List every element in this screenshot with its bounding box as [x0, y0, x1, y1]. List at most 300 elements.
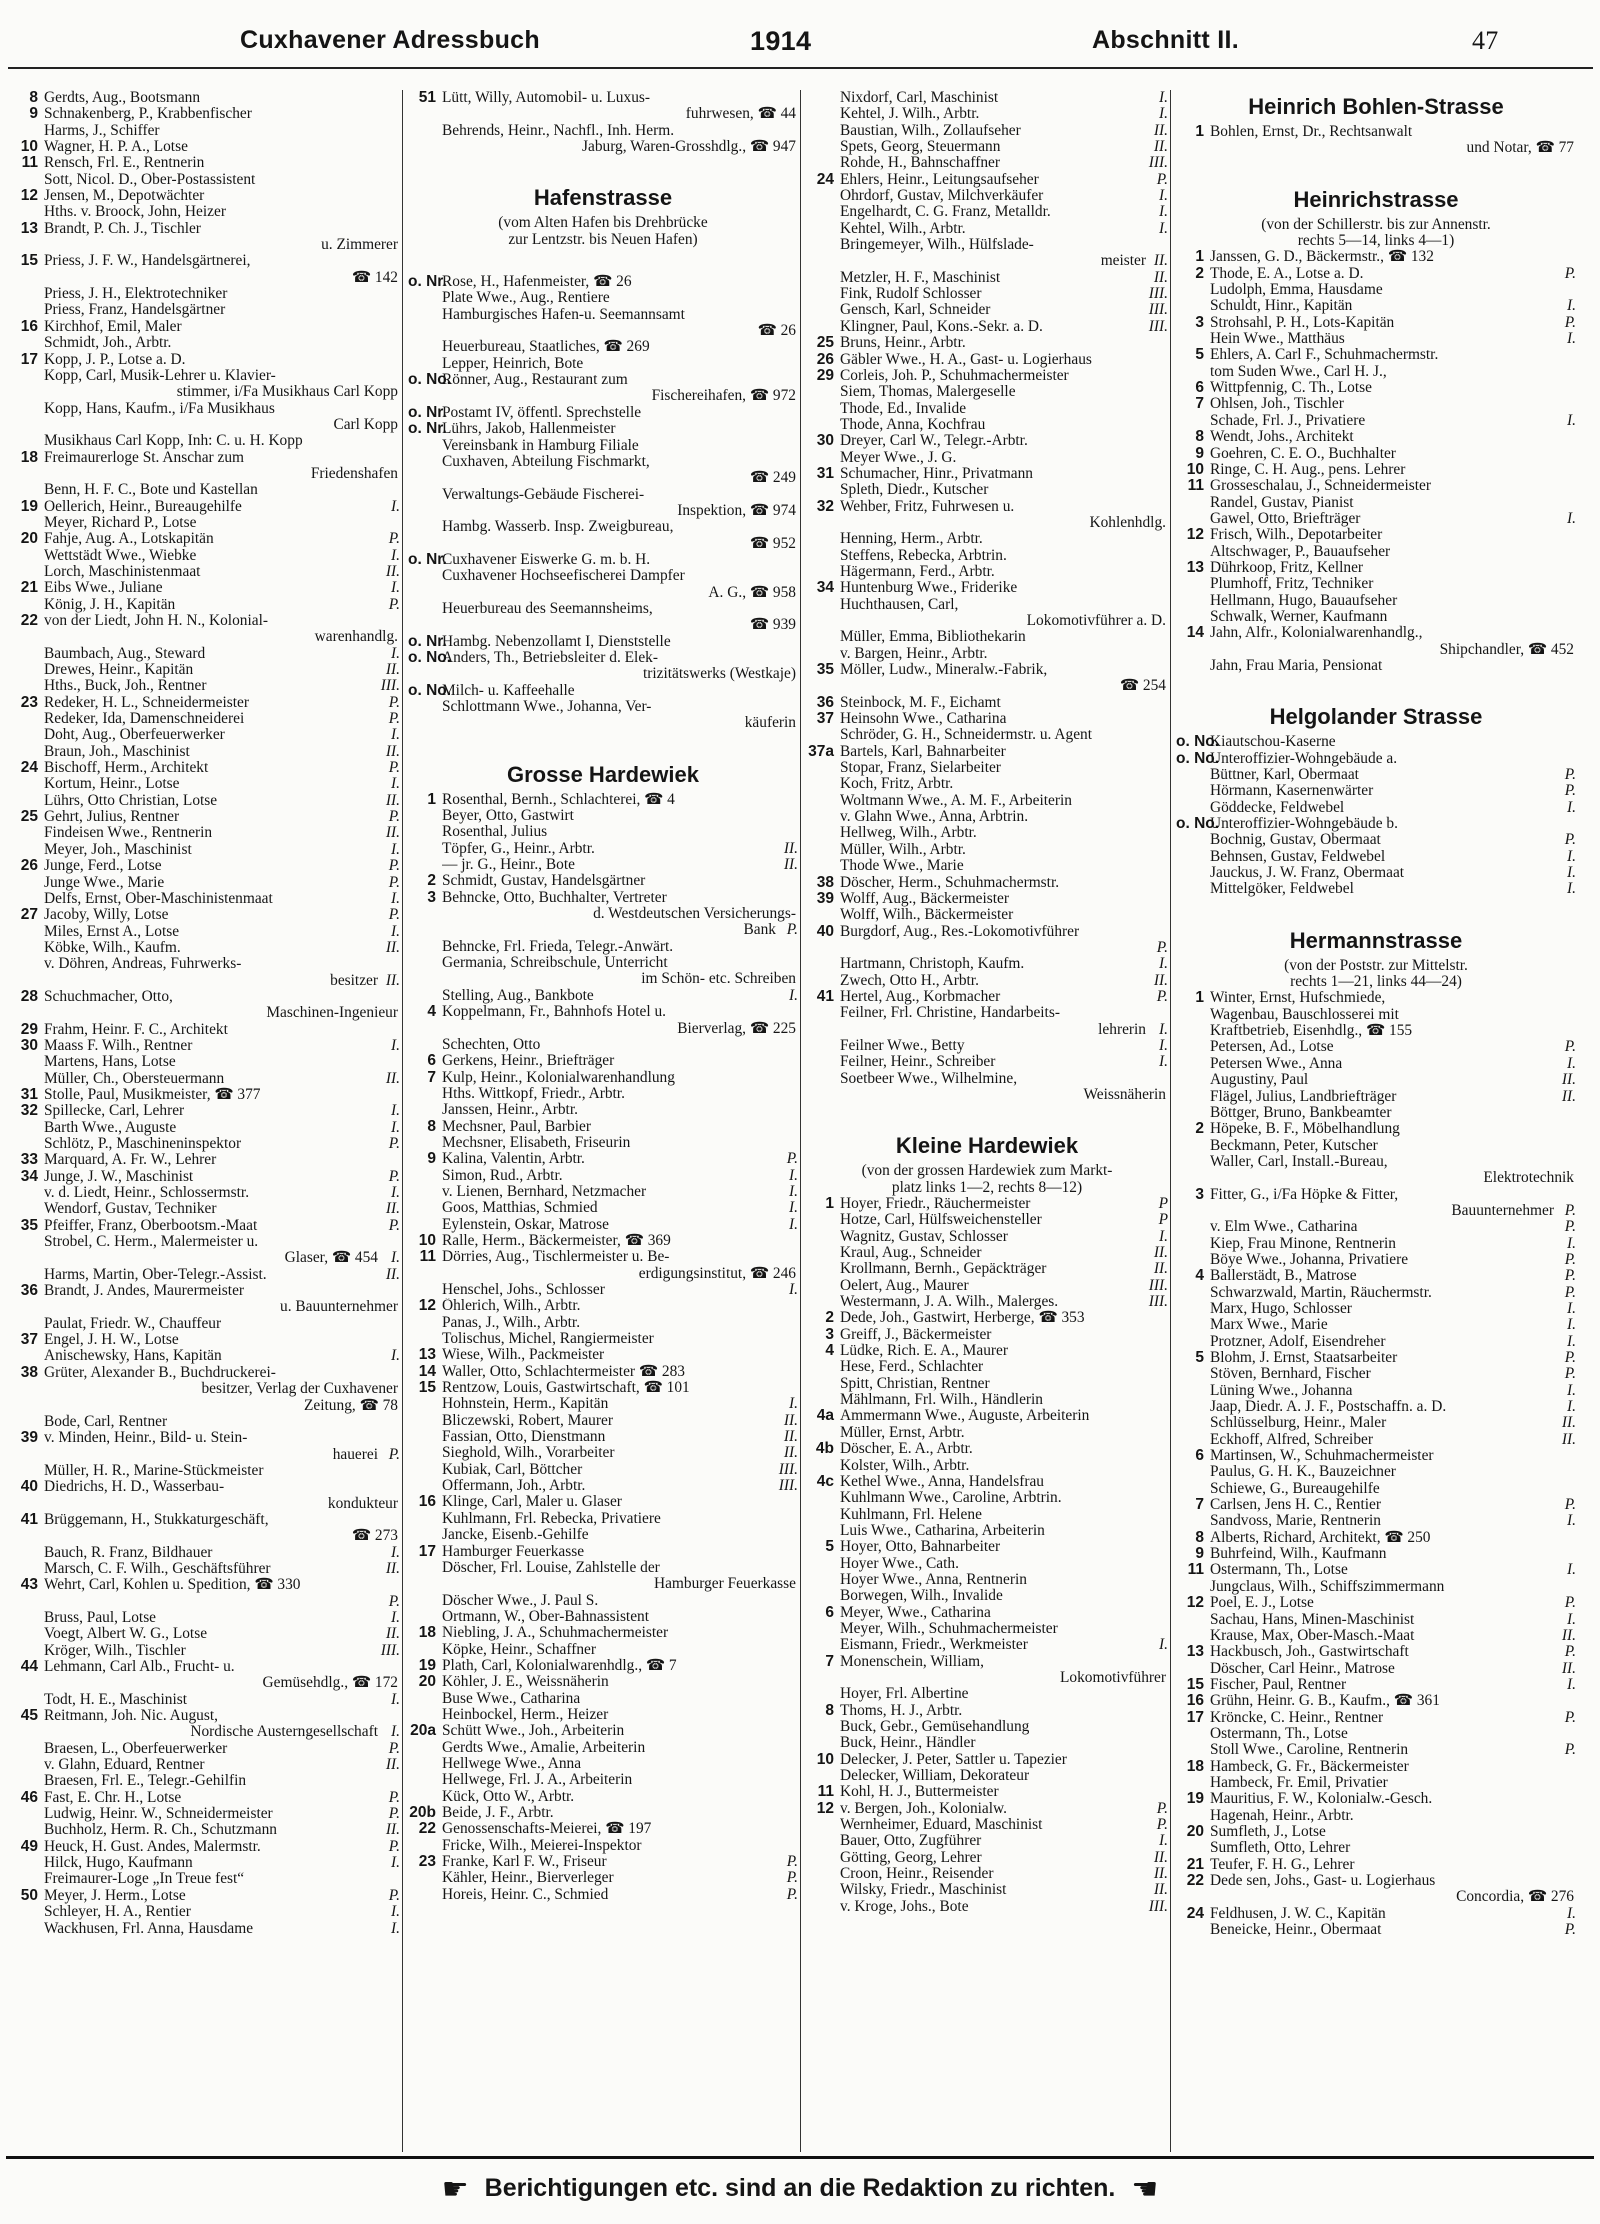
directory-entry	[408, 1233, 798, 1249]
directory-entry	[1176, 1154, 1576, 1170]
entry-text: Niebling, J. A., Schuhmachermeister	[442, 1625, 669, 1642]
directory-entry	[10, 1267, 400, 1283]
floor-code: I.	[1159, 105, 1168, 123]
entry-text: Engel, J. H. W., Lotse	[44, 1332, 179, 1349]
directory-entry	[408, 906, 798, 922]
entry-text: Hths., Buck, Joh., Rentner	[44, 678, 207, 695]
directory-entry	[1176, 1317, 1576, 1333]
directory-entry	[408, 1609, 798, 1625]
floor-code: P.	[388, 1216, 400, 1234]
entry-text: Schechten, Otto	[442, 1036, 541, 1053]
house-number: 28	[20, 987, 38, 1005]
entry-text: Rohde, H., Bahnschaffner	[840, 155, 1000, 172]
directory-entry	[1176, 1334, 1576, 1350]
directory-entry	[408, 372, 798, 388]
floor-code: P.	[388, 857, 400, 875]
entry-text: Ehlers, Heinr., Leitungsaufseher	[840, 171, 1039, 188]
entry-text: Martens, Hans, Lotse	[44, 1054, 176, 1071]
entry-text: Lehmann, Carl Alb., Frucht- u.	[44, 1659, 235, 1675]
directory-entry	[408, 890, 798, 906]
entry-text: v. Bargen, Heinr., Arbtr.	[840, 645, 988, 662]
floor-code: II.	[1153, 1865, 1168, 1883]
entry-text: Marquard, A. Fr. W., Lehrer	[44, 1152, 217, 1169]
directory-entry	[10, 482, 400, 498]
entry-text: Klingner, Paul, Kons.-Sekr. a. D.	[840, 318, 1043, 335]
directory-entry	[806, 319, 1168, 335]
entry-text: Jaburg, Waren-Grosshdlg., ☎ 947	[582, 139, 796, 156]
house-number: 12	[418, 1297, 436, 1315]
floor-code: P.	[388, 1167, 400, 1185]
entry-text: Schnakenberg, P., Krabbenfischer	[44, 106, 252, 123]
street-description: rechts 1—21, links 44—24)	[1290, 973, 1462, 991]
floor-code: P.	[388, 1788, 400, 1806]
entry-text: Kopp, Carl, Musik-Lehrer u. Klavier-	[44, 367, 276, 384]
entry-text: tom Suden Wwe., Carl H. J.,	[1210, 363, 1387, 380]
entry-text: Dührkoop, Fritz, Kellner	[1210, 559, 1364, 576]
entry-text: Barth Wwe., Auguste	[44, 1119, 177, 1136]
entry-text: Hths. Wittkopf, Friedr., Arbtr.	[442, 1085, 625, 1102]
directory-entry	[806, 907, 1168, 923]
section-spacer	[408, 732, 798, 758]
directory-entry	[408, 405, 798, 421]
entry-text: Brandt, J. Andes, Maurermeister	[44, 1283, 245, 1300]
floor-code: II.	[385, 971, 400, 989]
street-heading: Kleine Hardewiek	[895, 1133, 1079, 1159]
house-number: 10	[418, 1231, 436, 1249]
entry-text: Müller, Wilh., Arbtr.	[840, 841, 966, 858]
entry-text: Huchthausen, Carl,	[840, 596, 959, 613]
directory-entry	[1176, 625, 1576, 641]
floor-code: I.	[1567, 1512, 1576, 1530]
floor-code: II.	[783, 1411, 798, 1429]
house-number: 27	[20, 906, 38, 924]
directory-entry	[1176, 478, 1576, 494]
entry-text: Inspektion, ☎ 974	[677, 502, 796, 519]
entry-text: Bohlen, Ernst, Dr., Rechtsanwalt	[1210, 124, 1413, 140]
directory-entry	[408, 90, 798, 106]
directory-entry	[10, 450, 400, 466]
directory-entry	[806, 1703, 1168, 1719]
directory-entry	[1176, 1007, 1576, 1023]
floor-code: I.	[1159, 1832, 1168, 1850]
entry-text: lehrerin	[1098, 1021, 1146, 1038]
floor-code: P.	[388, 1805, 400, 1823]
entry-text: Burgdorf, Aug., Res.-Lokomotivführer	[840, 923, 1080, 940]
house-number: 11	[817, 1783, 834, 1801]
entry-text: Brüggemann, H., Stukkaturgeschäft,	[44, 1511, 269, 1528]
entry-text: Reitmann, Joh. Nic. August,	[44, 1708, 218, 1725]
directory-entry	[806, 515, 1168, 531]
house-number: 34	[20, 1167, 38, 1185]
entry-text: Drewes, Heinr., Kapitän	[44, 662, 194, 679]
directory-entry	[10, 1087, 400, 1103]
entry-text: Simon, Rud., Arbtr.	[442, 1167, 563, 1184]
entry-text: Hackbusch, Joh., Gastwirtschaft	[1210, 1644, 1409, 1661]
directory-entry	[1176, 1415, 1576, 1431]
floor-code: II.	[1153, 1260, 1168, 1278]
entry-text: Koppelmann, Fr., Bahnhofs Hotel u.	[442, 1004, 666, 1021]
directory-entry	[408, 666, 798, 682]
header-rule	[8, 67, 1593, 69]
entry-text: Buse Wwe., Catharina	[442, 1690, 581, 1707]
entry-text: Hilck, Hugo, Kaufmann	[44, 1855, 193, 1872]
entry-text: Köhler, J. E., Weissnäherin	[442, 1674, 609, 1691]
entry-text: Wittpfennig, C. Th., Lotse	[1210, 380, 1372, 397]
directory-entry	[10, 1381, 400, 1397]
floor-code: I.	[391, 1347, 400, 1365]
entry-text: Wilsky, Friedr., Maschinist	[840, 1882, 1007, 1899]
entry-text: Sott, Nicol. D., Ober-Postassistent	[44, 171, 256, 188]
directory-entry	[806, 253, 1168, 269]
entry-text: Hagenah, Heinr., Arbtr.	[1210, 1807, 1354, 1824]
entry-text: Stelling, Aug., Bankbote	[442, 987, 594, 1004]
street-description: platz links 1—2, rechts 8—12)	[891, 1178, 1083, 1196]
floor-code: II.	[385, 742, 400, 760]
entry-text: Rönner, Aug., Restaurant zum	[442, 372, 628, 389]
entry-text: Fahje, Aug. A., Lotskapitän	[44, 531, 214, 548]
entry-text: Ostermann, Th., Lotse	[1210, 1725, 1348, 1742]
directory-entry	[10, 646, 400, 662]
directory-entry	[10, 940, 400, 956]
directory-entry	[1176, 642, 1576, 658]
entry-text: Kuhlmann, Frl. Rebecka, Privatiere	[442, 1510, 661, 1527]
directory-entry	[408, 503, 798, 519]
column-4	[1176, 90, 1576, 2156]
house-number: 50	[20, 1886, 38, 1904]
directory-entry	[10, 1512, 400, 1528]
street-heading: Helgolander Strasse	[1269, 704, 1483, 730]
floor-code: II.	[385, 791, 400, 809]
section-label: Abschnitt II.	[1092, 26, 1239, 54]
entry-text: Zwech, Otto H., Arbtr.	[840, 972, 979, 989]
directory-entry	[10, 302, 400, 318]
entry-text: Schuldt, Hinr., Kapitän	[1210, 298, 1353, 315]
entry-text: v. Döhren, Andreas, Fuhrwerks-	[44, 956, 242, 973]
house-number: 18	[418, 1624, 436, 1642]
footer-rule	[6, 2156, 1594, 2159]
floor-code: P.	[1564, 1038, 1576, 1056]
page-header	[240, 26, 1520, 62]
directory-entry	[806, 1376, 1168, 1392]
entry-text: Anders, Th., Betriebsleiter d. Elek-	[442, 649, 658, 666]
directory-entry	[806, 1850, 1168, 1866]
house-number: 6	[427, 1052, 436, 1070]
directory-entry	[408, 1593, 798, 1609]
entry-text: Delfs, Ernst, Ober-Maschinistenmaat	[44, 890, 273, 907]
directory-entry	[408, 1282, 798, 1298]
directory-entry	[1176, 1579, 1576, 1595]
directory-entry	[806, 1866, 1168, 1882]
house-number: 14	[1186, 624, 1204, 642]
entry-text: Schwarzwald, Martin, Räuchermstr.	[1210, 1284, 1432, 1301]
floor-code: II.	[385, 1821, 400, 1839]
directory-entry	[408, 1658, 798, 1674]
directory-entry	[1176, 1513, 1576, 1529]
floor-code: II.	[1153, 268, 1168, 286]
house-number: 4b	[815, 1440, 834, 1458]
floor-code: II.	[1561, 1430, 1576, 1448]
directory-entry	[408, 1217, 798, 1233]
entry-text: Fassian, Otto, Dienstmann	[442, 1429, 606, 1446]
directory-entry	[1176, 1906, 1576, 1922]
directory-entry	[1176, 1301, 1576, 1317]
directory-entry	[1176, 1644, 1576, 1660]
house-number: 33	[20, 1151, 38, 1169]
entry-text: Koch, Fritz, Arbtr.	[840, 776, 954, 793]
floor-code: P.	[388, 1445, 400, 1463]
floor-code: III.	[1148, 1897, 1168, 1915]
directory-entry	[408, 1821, 798, 1837]
directory-entry	[408, 1740, 798, 1756]
house-number: 8	[427, 1117, 436, 1135]
floor-code: II.	[783, 856, 798, 874]
floor-code: II.	[385, 661, 400, 679]
directory-entry	[408, 1511, 798, 1527]
house-number: 2	[1195, 1120, 1204, 1138]
street-heading: Heinrichstrasse	[1293, 186, 1459, 212]
house-number: 4	[1195, 1267, 1204, 1285]
entry-text: Eismann, Friedr., Werkmeister	[840, 1637, 1028, 1654]
entry-text: Engelhardt, C. G. Franz, Metalldr.	[840, 204, 1051, 221]
entry-text: ☎ 26	[757, 323, 796, 340]
directory-entry	[1176, 1824, 1576, 1840]
entry-text: Priess, J. F. W., Handelsgärtnerei,	[44, 253, 251, 270]
directory-entry	[806, 744, 1168, 760]
directory-entry	[1176, 396, 1576, 412]
floor-code: I.	[1159, 203, 1168, 221]
floor-code: P.	[1564, 1201, 1576, 1219]
directory-entry	[10, 1185, 400, 1201]
entry-text: v. Glahn Wwe., Anna, Arbtrin.	[840, 809, 1029, 826]
directory-entry	[1176, 462, 1576, 478]
directory-entry	[408, 1249, 798, 1265]
entry-text: Müller, Emma, Bibliothekarin	[840, 629, 1026, 646]
directory-entry	[10, 1904, 400, 1920]
floor-code: II.	[1153, 1881, 1168, 1899]
directory-entry	[806, 809, 1168, 825]
house-number: 40	[20, 1478, 38, 1496]
floor-code: P.	[786, 921, 798, 939]
floor-code: P.	[1564, 782, 1576, 800]
entry-text: Eylenstein, Oskar, Matrose	[442, 1216, 609, 1233]
directory-entry	[10, 744, 400, 760]
entry-text: Maass F. Wilh., Rentner	[44, 1037, 193, 1054]
entry-text: Wendorf, Gustav, Techniker	[44, 1201, 217, 1218]
entry-text: Carlsen, Jens H. C., Rentier	[1210, 1497, 1381, 1514]
directory-entry	[1176, 832, 1576, 848]
floor-code: P.	[786, 1853, 798, 1871]
house-number: 25	[20, 808, 38, 826]
entry-text: Feilner, Heinr., Schreiber	[840, 1054, 996, 1071]
directory-entry	[408, 1184, 798, 1200]
directory-entry	[1176, 1889, 1576, 1905]
directory-entry	[806, 1817, 1168, 1833]
entry-text: Lorch, Maschinistenmaat	[44, 563, 201, 580]
floor-code: I.	[1567, 1316, 1576, 1334]
directory-entry	[10, 956, 400, 972]
directory-entry	[408, 438, 798, 454]
entry-text: Kröncke, C. Heinr., Rentner	[1210, 1709, 1384, 1726]
directory-entry	[806, 1768, 1168, 1784]
directory-entry	[10, 1561, 400, 1577]
entry-text: Bartels, Karl, Bahnarbeiter	[840, 743, 1006, 760]
entry-text: Lührs, Otto Christian, Lotse	[44, 792, 218, 809]
directory-entry	[10, 1103, 400, 1119]
directory-entry	[806, 1556, 1168, 1572]
directory-entry	[806, 842, 1168, 858]
directory-entry	[806, 1441, 1168, 1457]
entry-text: Janssen, G. D., Bäckermstr., ☎ 132	[1210, 249, 1434, 266]
directory-entry	[10, 858, 400, 874]
directory-entry	[806, 956, 1168, 972]
entry-text: ☎ 939	[749, 617, 796, 634]
directory-entry	[1176, 446, 1576, 462]
entry-text: Bauer, Otto, Zugführer	[840, 1833, 982, 1850]
directory-entry	[10, 580, 400, 596]
floor-code: III.	[1148, 154, 1168, 172]
entry-text: Harms, J., Schiffer	[44, 122, 160, 139]
column-1	[10, 90, 400, 2156]
entry-text: Ralle, Herm., Bäckermeister, ☎ 369	[442, 1232, 671, 1249]
street-heading: Hermannstrasse	[1289, 927, 1463, 953]
house-number: o. No.	[408, 371, 452, 389]
directory-entry	[1176, 1562, 1576, 1578]
directory-entry	[10, 270, 400, 286]
directory-entry	[10, 1038, 400, 1054]
floor-code: I.	[391, 1102, 400, 1120]
directory-entry	[10, 1250, 400, 1266]
directory-entry	[408, 939, 798, 955]
directory-entry	[1176, 511, 1576, 527]
entry-text: Altschwager, P., Bauaufseher	[1210, 543, 1391, 560]
directory-entry	[1176, 1187, 1576, 1203]
entry-text: Hoyer, Frl. Albertine	[840, 1686, 969, 1703]
directory-entry	[806, 613, 1168, 629]
house-number: 39	[816, 889, 834, 907]
directory-entry	[1176, 1121, 1576, 1137]
entry-text: Thode, Anna, Kochfrau	[840, 416, 986, 433]
directory-entry	[408, 617, 798, 633]
entry-text: Hägermann, Ferd., Arbtr.	[840, 563, 995, 580]
house-number: 9	[1195, 1545, 1204, 1563]
entry-text: Krause, Max, Ober-Masch.-Maat	[1210, 1627, 1415, 1644]
entry-text: Hörmann, Kasernenwärter	[1210, 783, 1374, 800]
directory-entry	[408, 1544, 798, 1560]
entry-text: Feldhusen, J. W. C., Kapitän	[1210, 1905, 1386, 1922]
entry-text: Glaser, ☎ 454	[284, 1250, 378, 1267]
floor-code: P.	[388, 1837, 400, 1855]
entry-text: Schumacher, Hinr., Privatmann	[840, 465, 1034, 482]
entry-text: Lührs, Jakob, Hallenmeister	[442, 421, 616, 438]
directory-entry	[1176, 249, 1576, 265]
house-number: 32	[20, 1102, 38, 1120]
floor-code: I.	[1159, 955, 1168, 973]
house-number: 36	[20, 1282, 38, 1300]
entry-text: Genossenschafts-Meierei, ☎ 197	[442, 1821, 652, 1838]
directory-entry	[408, 857, 798, 873]
directory-entry	[10, 842, 400, 858]
entry-text: Thode Wwe., Marie	[840, 858, 964, 875]
floor-code: I.	[391, 1543, 400, 1561]
entry-text: ☎ 254	[1119, 678, 1166, 695]
entry-text: kondukteur	[327, 1495, 398, 1512]
entry-text: Waller, Carl, Install.-Bureau,	[1210, 1153, 1388, 1170]
house-number: 4c	[816, 1472, 834, 1490]
entry-text: Borwegen, Wilh., Invalide	[840, 1588, 1003, 1605]
directory-entry	[1176, 1726, 1576, 1742]
floor-code: P.	[388, 1592, 400, 1610]
entry-text: Ohlsen, Joh., Tischler	[1210, 396, 1344, 413]
directory-entry	[1176, 816, 1576, 832]
entry-text: Höpeke, B. F., Möbelhandlung	[1210, 1121, 1400, 1138]
directory-entry	[806, 270, 1168, 286]
entry-text: Stolle, Paul, Musikmeister, ☎ 377	[44, 1086, 261, 1103]
entry-text: Hambg. Wasserb. Insp. Zweigbureau,	[442, 519, 674, 536]
directory-entry	[1176, 124, 1576, 140]
directory-entry	[408, 1364, 798, 1380]
floor-code: II.	[783, 1428, 798, 1446]
directory-entry	[1176, 1808, 1576, 1824]
directory-entry	[1176, 1072, 1576, 1088]
floor-code: P.	[388, 1739, 400, 1757]
directory-entry	[10, 401, 400, 417]
entry-text: Blohm, J. Ernst, Staatsarbeiter	[1210, 1350, 1398, 1366]
entry-text: Luis Wwe., Catharina, Arbeiterin	[840, 1522, 1045, 1539]
directory-entry	[1176, 1661, 1576, 1677]
entry-text: Marx Wwe., Marie	[1210, 1317, 1328, 1334]
entry-text: Schlötz, P., Maschineninspektor	[44, 1136, 242, 1152]
entry-text: Baumbach, Aug., Steward	[44, 645, 206, 662]
floor-code: P.	[786, 1869, 798, 1887]
directory-entry	[408, 955, 798, 971]
floor-code: I.	[1567, 1398, 1576, 1416]
entry-text: Hellweg, Wilh., Arbtr.	[840, 825, 977, 842]
entry-text: Steffens, Rebecka, Arbtrin.	[840, 547, 1007, 564]
entry-text: Frahm, Heinr. F. C., Architekt	[44, 1021, 228, 1038]
entry-text: Müller, Ernst, Arbtr.	[840, 1424, 965, 1441]
house-number: 3	[1195, 1185, 1204, 1203]
directory-entry	[806, 221, 1168, 237]
house-number: 25	[816, 334, 834, 352]
house-number: 5	[1195, 346, 1204, 364]
floor-code: I.	[391, 1854, 400, 1872]
directory-entry	[806, 1038, 1168, 1054]
floor-code: P.	[1564, 1741, 1576, 1759]
directory-entry	[806, 286, 1168, 302]
directory-entry	[408, 339, 798, 355]
directory-entry	[10, 1839, 400, 1855]
house-number: 16	[418, 1493, 436, 1511]
entry-text: Germania, Schreibschule, Unterricht	[442, 955, 668, 972]
directory-entry	[408, 1429, 798, 1445]
directory-entry	[806, 139, 1168, 155]
entry-text: Wolff, Wilh., Bäckermeister	[840, 907, 1014, 924]
directory-entry	[1176, 1170, 1576, 1186]
house-number: 1	[1195, 248, 1204, 266]
directory-entry	[408, 388, 798, 404]
floor-code: II.	[1153, 1848, 1168, 1866]
directory-entry	[408, 1691, 798, 1707]
house-number: 44	[20, 1658, 38, 1675]
house-number: 37	[816, 710, 834, 728]
floor-code: I.	[789, 1199, 798, 1217]
house-number: 29	[20, 1020, 38, 1038]
house-number: 18	[1186, 1757, 1204, 1775]
entry-text: Jungclaus, Wilh., Schiffszimmermann	[1210, 1578, 1445, 1595]
entry-text: Kethel Wwe., Anna, Handelsfrau	[840, 1473, 1045, 1490]
floor-code: II.	[1153, 252, 1168, 270]
floor-code: II.	[385, 1265, 400, 1283]
